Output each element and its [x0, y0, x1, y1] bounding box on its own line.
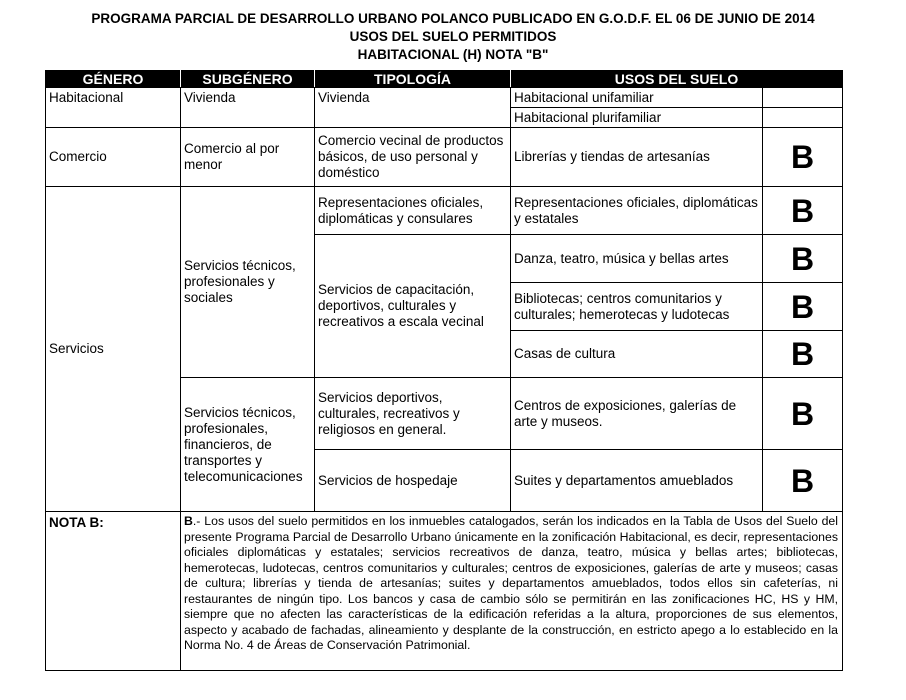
cell-mark-empty [763, 88, 843, 108]
cell-mark: B [763, 331, 843, 378]
header-genero: GÉNERO [46, 71, 181, 88]
cell-tipologia: Servicios de capacitación, deportivos, culturales y recreativos a escala vecinal [315, 235, 511, 378]
cell-uso: Bibliotecas; centros comunitarios y culturales; hemerotecas y ludotecas [511, 283, 763, 331]
nota-row [46, 512, 843, 671]
cell-mark: B [763, 450, 843, 512]
cell-tipologia: Comercio vecinal de productos básicos, de uso personal y doméstico [315, 128, 511, 187]
cell-tipologia: Servicios deportivos, culturales, recreativos y religiosos en general. [315, 378, 511, 450]
nota-body: .- Los usos del suelo permitidos en los inmuebles catalogados, serán los indicados en la Tabla de Usos del Suelo del presente Programa Parcial de Desarrollo Urbano únicamente en la zonificación Habitacional, es decir, representaciones oficiales diplomáticas y estatales; servicios recreativos de danza, teatro, música y bellas artes; bibliotecas, hemerotecas, ludotecas, centros comunitarios y culturales; centros de exposiciones, galerías de arte y museos; casas de cultura; librerías y tienda de artesanías; suites y departamentos amueblados, todos ellos sin cafeterías, ni restaurantes de ningún tipo. Los bancos y casa de cambio sólo se permitirán en las zonificaciones HC, HS y HM, siempre que no afecten las características de la edificación referidas a la altura, proporciones de sus elementos, aspecto y acabado de fachadas, alineamiento y desplante de la construcción, en estricto apego a lo establecido en la Norma No. 4 de Áreas de Conservación Patrimonial. [184, 514, 838, 652]
cell-subgenero: Vivienda [181, 88, 315, 128]
cell-genero: Servicios [46, 187, 181, 512]
cell-tipologia: Representaciones oficiales, diplomáticas y consulares [315, 187, 511, 235]
cell-uso: Danza, teatro, música y bellas artes [511, 235, 763, 283]
cell-tipologia: Servicios de hospedaje [315, 450, 511, 512]
header-tipologia: TIPOLOGÍA [315, 71, 511, 88]
table-header [46, 71, 843, 88]
cell-mark: B [763, 187, 843, 235]
cell-subgenero: Servicios técnicos, profesionales y sociales [181, 187, 315, 378]
cell-tipologia: Vivienda [315, 88, 511, 128]
table-row [46, 187, 843, 235]
document-title [0, 10, 906, 64]
table-row [46, 128, 843, 187]
cell-mark-empty [763, 108, 843, 128]
nota-text [181, 512, 843, 671]
cell-mark: B [763, 128, 843, 187]
table-row [46, 88, 843, 108]
cell-mark: B [763, 283, 843, 331]
cell-uso: Habitacional plurifamiliar [511, 108, 763, 128]
cell-uso: Librerías y tiendas de artesanías [511, 128, 763, 187]
cell-uso: Casas de cultura [511, 331, 763, 378]
cell-uso: Habitacional unifamiliar [511, 88, 763, 108]
cell-subgenero: Comercio al por menor [181, 128, 315, 187]
header-subgenero: SUBGÉNERO [181, 71, 315, 88]
cell-uso: Suites y departamentos amueblados [511, 450, 763, 512]
title-line-3: HABITACIONAL (H) NOTA "B" [357, 47, 549, 62]
nota-lead: B [184, 514, 193, 528]
cell-subgenero: Servicios técnicos, profesionales, financieros, de transportes y telecomunicaciones [181, 378, 315, 512]
cell-uso: Centros de exposiciones, galerías de arte y museos. [511, 378, 763, 450]
cell-mark: B [763, 378, 843, 450]
cell-genero: Habitacional [46, 88, 181, 128]
cell-uso: Representaciones oficiales, diplomáticas y estatales [511, 187, 763, 235]
cell-mark: B [763, 235, 843, 283]
cell-genero: Comercio [46, 128, 181, 187]
land-use-table [45, 70, 843, 671]
title-line-2: USOS DEL SUELO PERMITIDOS [349, 29, 557, 44]
nota-label: NOTA B: [46, 512, 181, 671]
header-usos: USOS DEL SUELO [511, 71, 843, 88]
title-line-1: PROGRAMA PARCIAL DE DESARROLLO URBANO POLANCO PUBLICADO EN G.O.D.F. EL 06 DE JUNIO DE 2014 [91, 11, 815, 26]
